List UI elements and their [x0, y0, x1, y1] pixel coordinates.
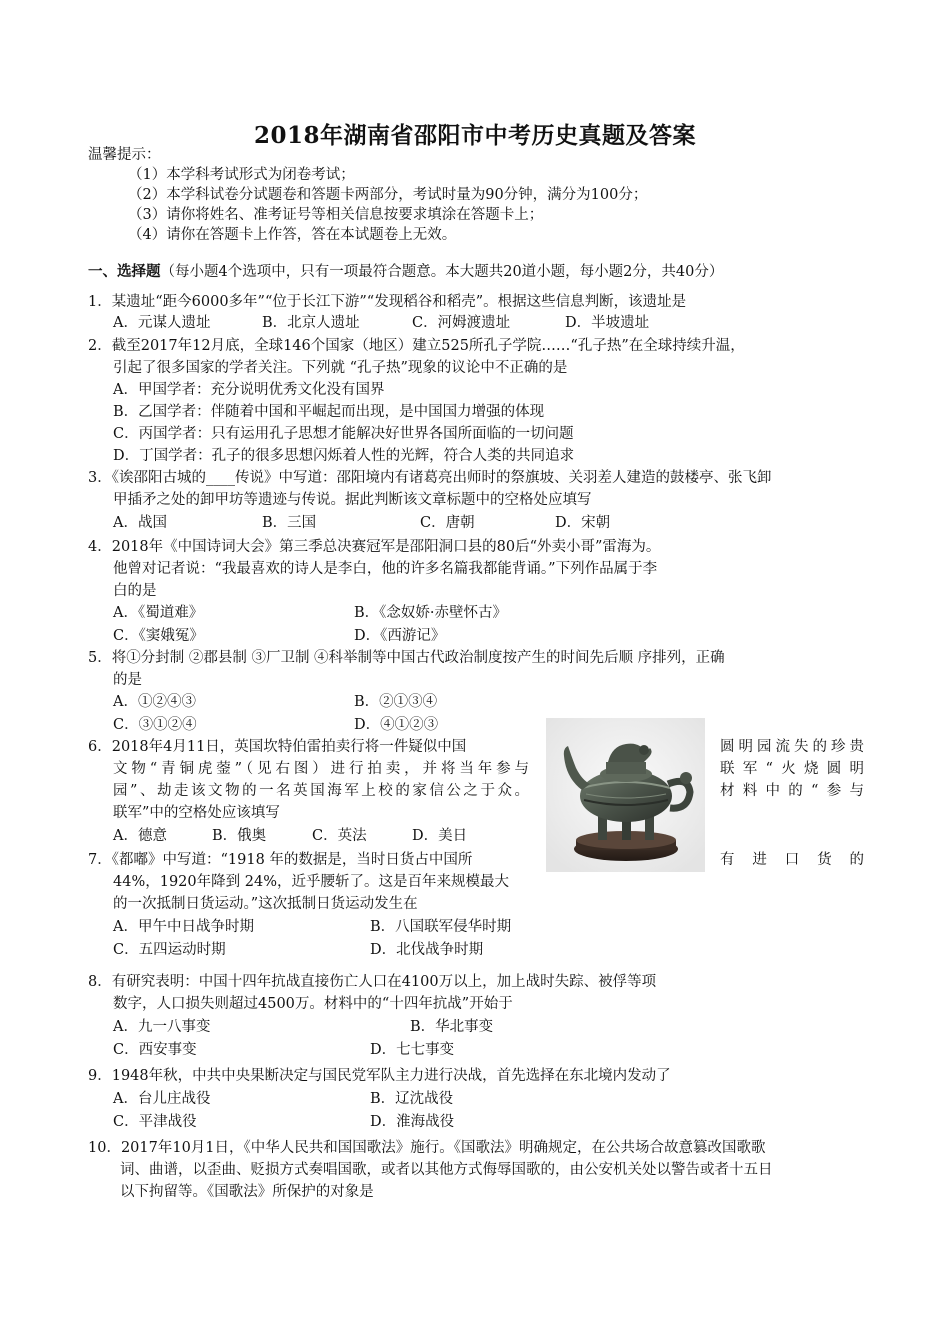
- option: B．华北事变: [410, 1019, 494, 1035]
- option: A．《蜀道难》: [113, 605, 204, 621]
- option: A．德意: [113, 828, 167, 844]
- option: D．淮海战役: [370, 1114, 455, 1130]
- option: C．③①②④: [113, 717, 197, 733]
- option: C．英法: [312, 828, 367, 844]
- option: B．三国: [262, 515, 317, 531]
- question-stem: 的一次抵制日货运动。”这次抵制日货运动发生在: [113, 896, 418, 912]
- question-stem: 文物“青铜虎蓥”（见右图）进行拍卖，并将当年参与: [113, 761, 529, 777]
- question-stem: 10．2017年10月1日，《中华人民共和国国歌法》施行。《国歌法》明确规定，在公共场合故意篡改国歌歌: [88, 1140, 766, 1156]
- option: D．美日: [412, 828, 468, 844]
- option: B．辽沈战役: [370, 1091, 454, 1107]
- tip-item: （2）本学科试卷分试题卷和答题卡两部分，考试时量为90分钟，满分为100分；: [128, 187, 648, 203]
- option: C．丙国学者：只有运用孔子思想才能解决好世界各国所面临的一切问题: [113, 426, 574, 442]
- option: D．宋朝: [555, 515, 611, 531]
- question-stem: 他曾对记者说：“我最喜欢的诗人是李白，他的许多名篇我都能背诵。”下列作品属于李: [113, 561, 658, 577]
- option: B．②①③④: [354, 694, 438, 710]
- question-stem: 4．2018年《中国诗词大会》第三季总决赛冠军是邵阳洞口县的80后“外卖小哥”雷海为。: [88, 539, 661, 555]
- option: A．战国: [113, 515, 167, 531]
- option: A．元谋人遗址: [113, 315, 211, 331]
- question-stem: 9．1948年秋，中共中央果断决定与国民党军队主力进行决战，首先选择在东北境内发动了: [88, 1068, 671, 1084]
- question-stem: 以下拘留等。《国歌法》所保护的对象是: [120, 1184, 374, 1200]
- option: B．俄奥: [212, 828, 267, 844]
- option: D．丁国学者：孔子的很多思想闪烁着人性的光辉，符合人类的共同追求: [113, 448, 575, 464]
- option: C．唐朝: [420, 515, 475, 531]
- option: D．《西游记》: [354, 628, 446, 644]
- section-heading: [88, 262, 723, 282]
- question-stem: 2．截至2017年12月底，全球146个国家（地区）建立525所孔子学院……“孔子热”在全球持续升温，: [88, 338, 745, 354]
- question-stem: 词、曲谱，以歪曲、贬损方式奏唱国歌，或者以其他方式侮辱国歌的，由公安机关处以警告或者十五日: [120, 1162, 773, 1178]
- question-stem: 数字，人口损失则超过4500万。材料中的“十四年抗战”开始于: [113, 996, 513, 1012]
- option: D．④①②③: [354, 717, 439, 733]
- option: B．乙国学者：伴随着中国和平崛起而出现，是中国国力增强的体现: [113, 404, 545, 420]
- question-stem: 7．《都嘟》中写道：“1918 年的数据是，当时日货占中国所: [88, 852, 473, 868]
- option: A．①②④③: [113, 694, 196, 710]
- option: B．八国联军侵华时期: [370, 919, 512, 935]
- option: A．甲午中日战争时期: [113, 919, 254, 935]
- question-stem: 联军”中的空格处应该填写: [113, 805, 280, 821]
- option: A．甲国学者：充分说明优秀文化没有国界: [113, 382, 385, 398]
- option: A．台儿庄战役: [113, 1091, 211, 1107]
- option: C．《窦娥冤》: [113, 628, 204, 644]
- option: D．北伐战争时期: [370, 942, 484, 958]
- page-title: 2018年湖南省邵阳市中考历史真题及答案: [253, 122, 696, 149]
- question-stem: 引起了很多国家的学者关注。下列就 “孔子热”现象的议论中不正确的是: [113, 360, 568, 376]
- tip-item: （4）请你在答题卡上作答，答在本试题卷上无效。: [128, 227, 457, 243]
- question-stem: 3．《诶邵阳古城的____传说》中写道：邵阳境内有诸葛亮出师时的祭旗坡、关羽差人建造的鼓楼亭、张飞卸: [88, 470, 772, 486]
- question-stem: 材料中的“参与: [720, 783, 864, 799]
- option: C．河姆渡遗址: [412, 315, 511, 331]
- question-stem: 1．某遗址“距今6000多年”“位于长江下游”“发现稻谷和稻壳”。根据这些信息判断，该遗址是: [88, 294, 687, 310]
- question-stem: 有进口货的: [720, 852, 864, 868]
- section-label: 一、选择题: [88, 263, 161, 280]
- question-stem: 甲插矛之处的卸甲坊等遗迹与传说。据此判断该文章标题中的空格处应填写: [113, 492, 592, 508]
- question-stem: 6．2018年4月11日，英国坎特伯雷拍卖行将一件疑似中国: [88, 739, 467, 755]
- option: D．七七事变: [370, 1042, 455, 1058]
- option: B．北京人遗址: [262, 315, 360, 331]
- option: C．五四运动时期: [113, 942, 226, 958]
- question-stem: 的是: [113, 672, 142, 688]
- tip-item: （1）本学科考试形式为闭卷考试；: [128, 167, 355, 183]
- question-stem: 44%，1920年降到 24%，近乎腰斩了。这是百年来规模最大: [113, 874, 509, 890]
- bronze-tiger-vessel-image: [546, 718, 705, 872]
- option: D．半坡遗址: [565, 315, 650, 331]
- question-stem: 联军“火烧圆明: [720, 761, 864, 777]
- section-desc: （每小题4个选项中，只有一项最符合题意。本大题共20道小题，每小题2分，共40分）: [160, 264, 724, 280]
- question-stem: 白的是: [113, 583, 157, 599]
- tips-heading: 温馨提示：: [88, 147, 161, 163]
- question-stem: 8．有研究表明：中国十四年抗战直接伤亡人口在4100万以上，加上战时失踪、被俘等项: [88, 974, 657, 990]
- question-stem: 园”、劫走该文物的一名英国海军上校的家信公之于众。: [113, 783, 529, 799]
- option: B．《念奴娇·赤壁怀古》: [354, 605, 508, 621]
- option: C．平津战役: [113, 1114, 197, 1130]
- question-stem: 5．将①分封制 ②郡县制 ③厂卫制 ④科举制等中国古代政治制度按产生的时间先后顺 序排列，正确: [88, 650, 725, 666]
- question-stem: 圆明园流失的珍贵: [720, 739, 864, 755]
- vessel-drawing: [546, 718, 705, 872]
- tip-item: （3）请你将姓名、准考证号等相关信息按要求填涂在答题卡上；: [128, 207, 544, 223]
- option: A．九一八事变: [113, 1019, 211, 1035]
- option: C．西安事变: [113, 1042, 197, 1058]
